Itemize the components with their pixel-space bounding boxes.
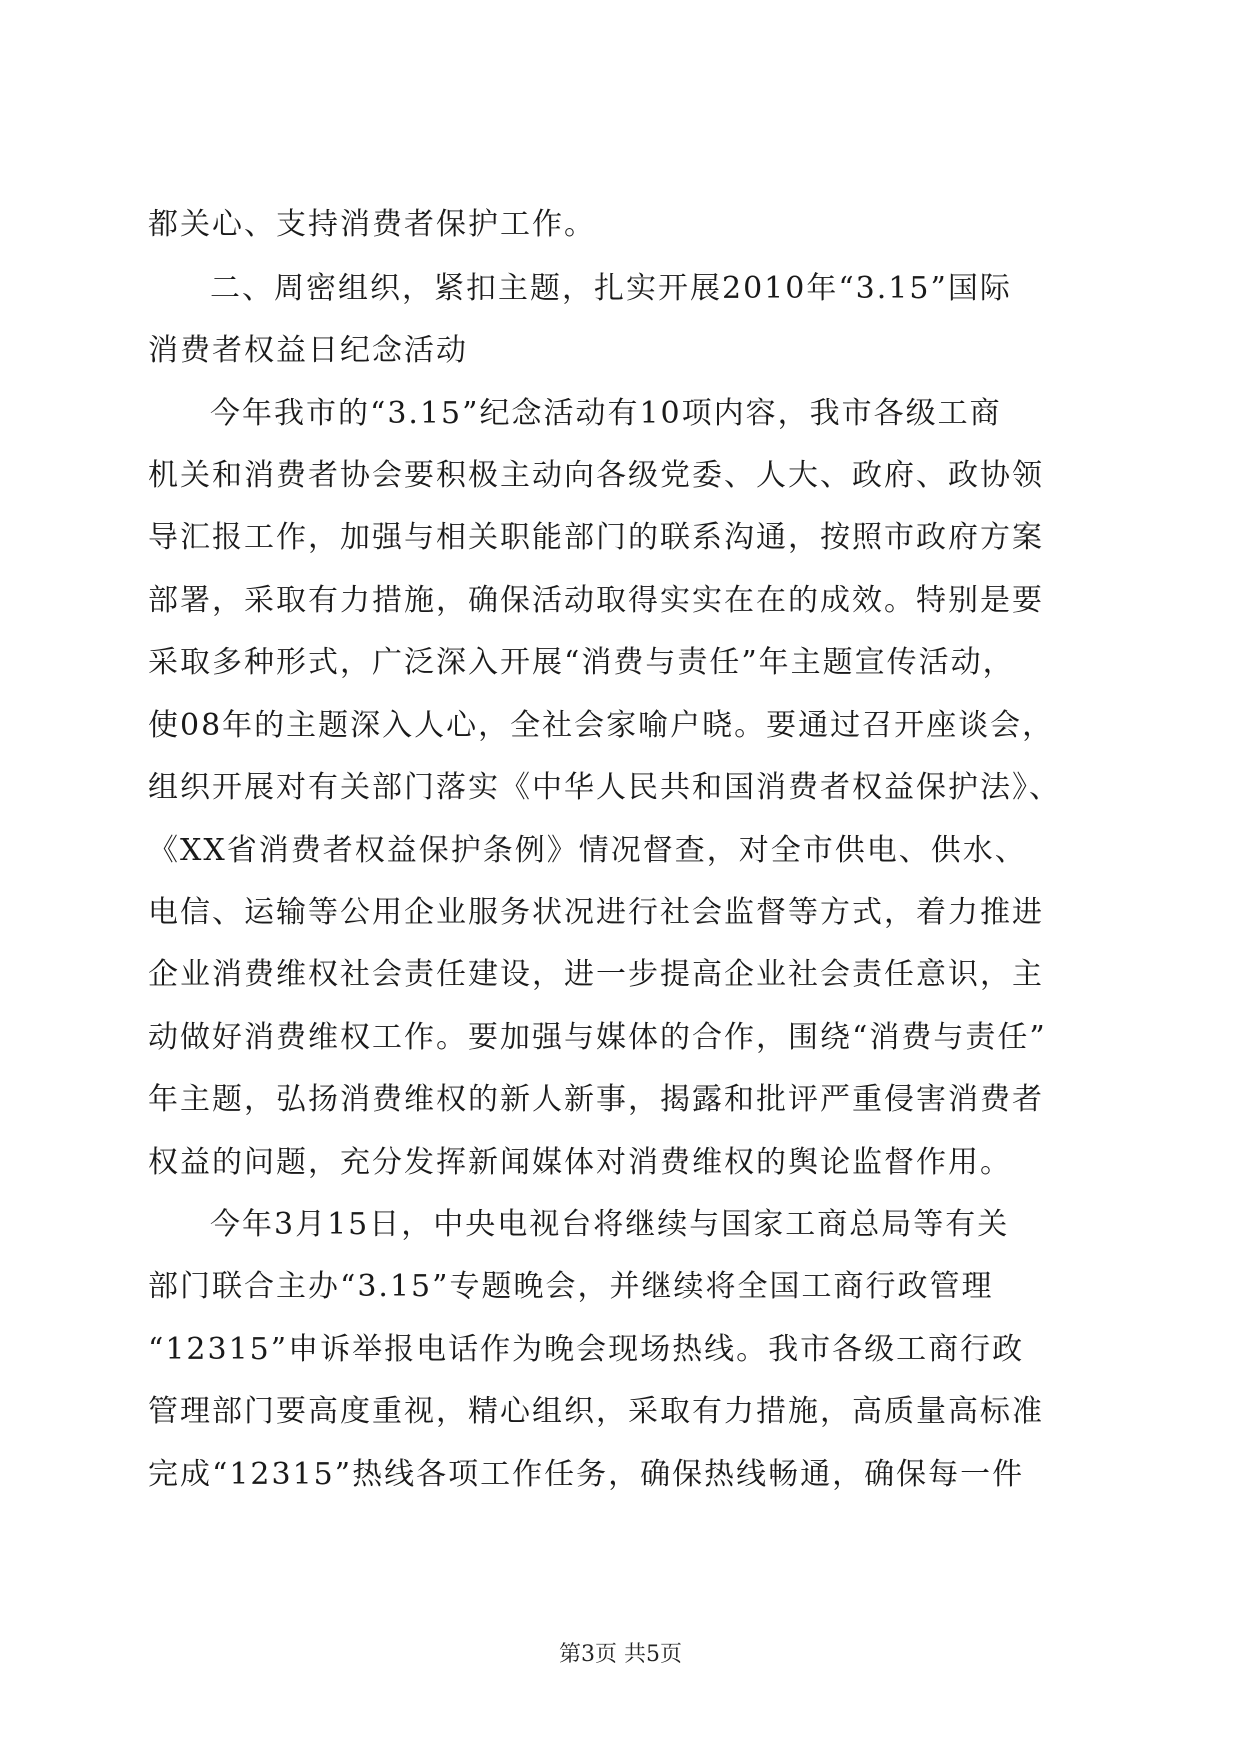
text-line-11: 《XX省消费者权益保护条例》情况督查，对全市供电、供水、 bbox=[148, 833, 1027, 868]
text-line-9: 使08年的主题深入人心，全社会家喻户晓。要通过召开座谈会， bbox=[148, 708, 1055, 743]
text-line-5: 机关和消费者协会要积极主动向各级党委、人大、政府、政协领 bbox=[148, 458, 1044, 493]
text-line-4: 今年我市的“3.15”纪念活动有10项内容，我市各级工商 bbox=[210, 396, 1002, 431]
text-line-12: 电信、运输等公用企业服务状况进行社会监督等方式，着力推进 bbox=[148, 895, 1044, 930]
text-line-21: 完成“12315”热线各项工作任务，确保热线畅通，确保每一件 bbox=[148, 1457, 1025, 1492]
text-line-10: 组织开展对有关部门落实《中华人民共和国消费者权益保护法》、 bbox=[148, 770, 1061, 805]
text-line-16: 权益的问题，充分发挥新闻媒体对消费维权的舆论监督作用。 bbox=[148, 1145, 1012, 1180]
section-heading-line-1: 二、周密组织，紧扣主题，扎实开展2010年“3.15”国际 bbox=[210, 271, 1012, 306]
text-line-13: 企业消费维权社会责任建设，进一步提高企业社会责任意识，主 bbox=[148, 957, 1044, 992]
page-number-footer: 第3页 共5页 bbox=[559, 1642, 682, 1667]
text-line-6: 导汇报工作，加强与相关职能部门的联系沟通，按照市政府方案 bbox=[148, 520, 1044, 555]
section-heading-line-2: 消费者权益日纪念活动 bbox=[148, 333, 468, 368]
text-line-20: 管理部门要高度重视，精心组织，采取有力措施，高质量高标准 bbox=[148, 1394, 1044, 1429]
text-line-14: 动做好消费维权工作。要加强与媒体的合作，围绕“消费与责任” bbox=[148, 1020, 1047, 1055]
text-line-7: 部署，采取有力措施，确保活动取得实实在在的成效。特别是要 bbox=[148, 583, 1044, 618]
text-line-15: 年主题，弘扬消费维权的新人新事，揭露和批评严重侵害消费者 bbox=[148, 1082, 1044, 1117]
text-line-19: “12315”申诉举报电话作为晚会现场热线。我市各级工商行政 bbox=[148, 1332, 1025, 1367]
text-line-8: 采取多种形式，广泛深入开展“消费与责任”年主题宣传活动， bbox=[148, 645, 1015, 680]
text-line-1: 都关心、支持消费者保护工作。 bbox=[148, 207, 596, 242]
text-line-17: 今年3月15日，中央电视台将继续与国家工商总局等有关 bbox=[210, 1207, 1010, 1242]
text-line-18: 部门联合主办“3.15”专题晚会，并继续将全国工商行政管理 bbox=[148, 1269, 994, 1304]
